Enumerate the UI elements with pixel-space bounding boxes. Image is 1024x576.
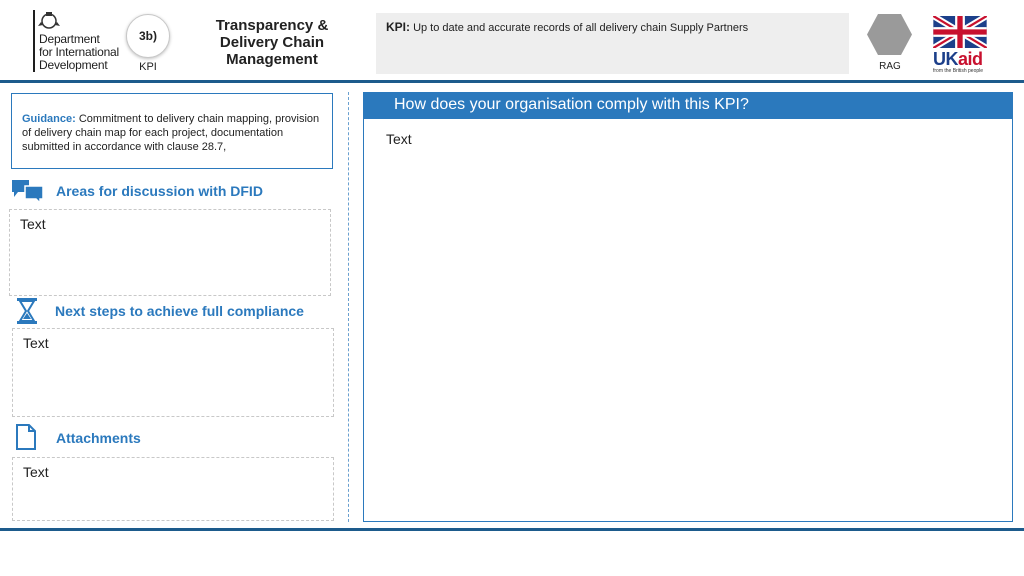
ukaid-aid: aid (958, 49, 983, 69)
page-title: Transparency & Delivery Chain Management (215, 17, 329, 68)
ukaid-tagline: from the British people (933, 68, 984, 74)
logo-line-1: Department (39, 32, 100, 46)
header-divider (0, 80, 1024, 83)
logo-line-3: Development (39, 58, 108, 72)
next-steps-heading: Next steps to achieve full compliance (55, 303, 304, 319)
attachments-text: Text (23, 464, 49, 480)
kpi-label: KPI (139, 61, 157, 73)
dfid-logo-text (39, 33, 119, 72)
attachments-heading: Attachments (56, 430, 141, 446)
attachments-text-box[interactable] (12, 457, 334, 521)
rag-label: RAG (879, 61, 901, 72)
areas-heading: Areas for discussion with DFID (56, 183, 263, 199)
areas-text-box[interactable] (9, 209, 331, 296)
compliance-panel (363, 92, 1013, 522)
kpi-number-badge: 3b) (126, 14, 170, 58)
next-steps-text-box[interactable] (12, 328, 334, 417)
footer-divider (0, 528, 1024, 531)
chat-bubbles-icon (12, 180, 44, 204)
ukaid-uk: UK (933, 49, 958, 69)
union-jack-icon (933, 16, 987, 48)
kpi-box-label: KPI: (386, 20, 410, 34)
column-divider (348, 92, 349, 522)
kpi-description-box (376, 13, 849, 74)
hourglass-icon (17, 298, 37, 324)
logo-line-2: for International (39, 45, 119, 59)
kpi-box-text: Up to date and accurate records of all delivery chain Supply Partners (413, 22, 749, 34)
guidance-label: Guidance: (22, 113, 76, 125)
guidance-text: Commitment to delivery chain mapping, provision of delivery chain map for each project, documentation submitted in accordance with clause 28.7, (22, 113, 320, 153)
next-steps-text: Text (23, 335, 49, 351)
royal-crest-icon (38, 10, 60, 30)
document-icon (16, 424, 36, 450)
ukaid-logo (933, 50, 989, 74)
compliance-question: How does your organisation comply with this KPI? (364, 93, 1012, 119)
areas-text: Text (20, 216, 46, 232)
compliance-text[interactable]: Text (386, 131, 412, 147)
rag-status-hexagon[interactable] (867, 13, 912, 56)
logo-divider (33, 10, 35, 72)
guidance-box (11, 93, 333, 169)
